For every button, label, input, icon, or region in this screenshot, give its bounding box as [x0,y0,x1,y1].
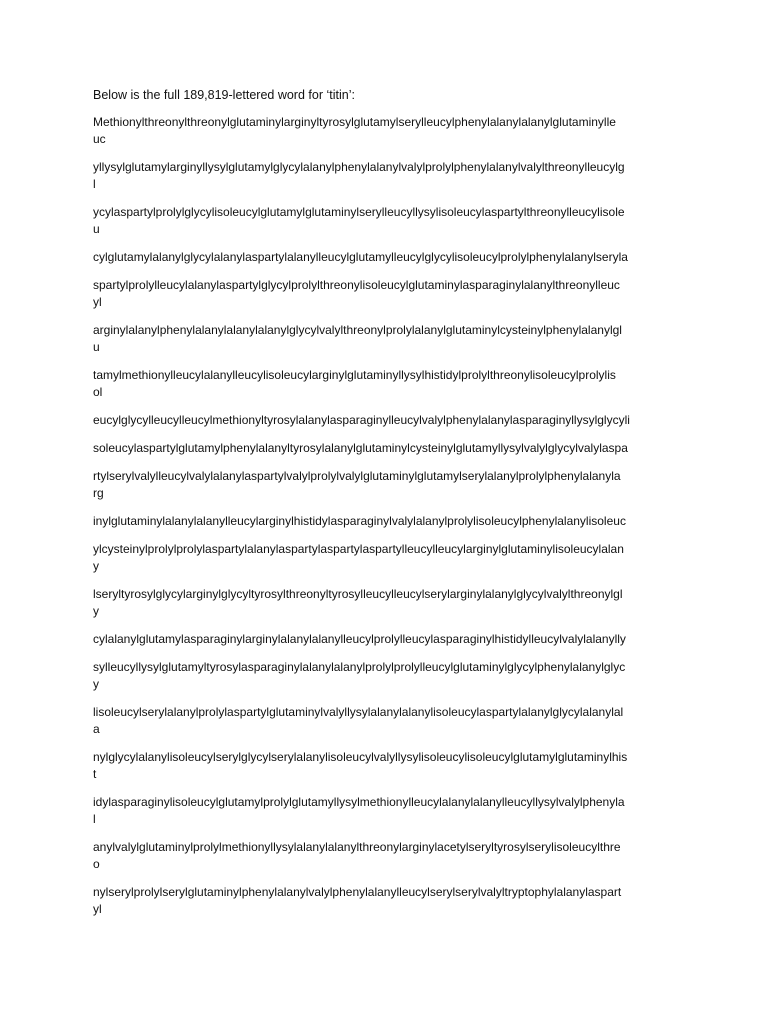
paragraph-line: cylglutamylalanylglycylalanylaspartylalanylleucylglutamylleucylglycylisoleucylprolylphenylalanylseryla [93,250,628,264]
paragraph-line: soleucylaspartylglutamylphenylalanyltyrosylalanylglutaminylcysteinylglutamyllysylvalylglycylvalylaspa [93,441,628,455]
paragraph-line-continuation: rg [93,486,104,500]
word-paragraph [93,631,675,648]
paragraph-line-continuation: a [93,722,100,736]
word-paragraph [93,277,675,311]
word-paragraph [93,159,675,193]
paragraph-line-continuation: o [93,857,100,871]
paragraph-line-continuation: y [93,677,99,691]
paragraph-line: lseryltyrosylglycylarginylglycyltyrosylthreonyltyrosylleucylleucylserylarginylalanylglycylvalylthreonylgl [93,587,623,601]
paragraph-line: nylserylprolylserylglutaminylphenylalanylvalylphenylalanylleucylserylserylvalyltryptophylalanylaspart [93,885,622,899]
paragraph-line-continuation: y [93,559,99,573]
word-paragraph [93,513,675,530]
word-paragraph [93,884,675,918]
word-paragraph [93,586,675,620]
paragraph-line: arginylalanylphenylalanylalanylalanylglycylvalylthreonylprolylalanylglutaminylcysteinylphenylalanylgl [93,323,622,337]
paragraph-line-continuation: t [93,767,97,781]
document-body [93,86,675,929]
paragraph-line: tamylmethionylleucylalanylleucylisoleucylarginylglutaminyllysylhistidylprolylthreonylisoleucylprolylis [93,368,616,382]
word-paragraph [93,204,675,238]
paragraph-line-continuation: l [93,812,96,826]
paragraph-line: lisoleucylserylalanylprolylaspartylglutaminylvalyllysylalanylalanylisoleucylaspartylalanylglycylalanylal [93,705,624,719]
paragraph-line-continuation: yl [93,902,102,916]
paragraph-line-continuation: l [93,177,96,191]
paragraph-line-continuation: yl [93,295,102,309]
word-paragraph [93,114,675,148]
word-paragraph [93,794,675,828]
paragraph-line: spartylprolylleucylalanylaspartylglycylprolylthreonylisoleucylglutaminylasparaginylalanylthreonylleuc [93,278,620,292]
word-paragraph [93,440,675,457]
paragraph-line: ycylaspartylprolylglycylisoleucylglutamylglutaminylserylleucyllysylisoleucylaspartylthreonylleucylisole [93,205,625,219]
word-paragraphs [93,114,675,918]
paragraph-line: cylalanylglutamylasparaginylarginylalanylalanylleucylprolylleucylasparaginylhistidylleucylvalylalanylly [93,632,626,646]
paragraph-line: eucylglycylleucylleucylmethionyltyrosylalanylasparaginylleucylvalylphenylalanylasparaginyllysylglycyli [93,413,630,427]
paragraph-line-continuation: uc [93,132,106,146]
word-paragraph [93,249,675,266]
paragraph-line-continuation: y [93,604,99,618]
word-paragraph [93,412,675,429]
paragraph-line-continuation: u [93,340,100,354]
paragraph-line: idylasparaginylisoleucylglutamylprolylglutamyllysylmethionylleucylalanylalanylleucyllysylvalylphenyla [93,795,625,809]
word-paragraph [93,541,675,575]
word-paragraph [93,322,675,356]
paragraph-line: ylcysteinylprolylprolylaspartylalanylaspartylaspartylaspartylleucylleucylarginylglutaminylisoleucylalan [93,542,624,556]
paragraph-line: Methionylthreonylthreonylglutaminylarginyltyrosylglutamylserylleucylphenylalanylalanylglutaminylle [93,115,616,129]
paragraph-line: sylleucyllysylglutamyltyrosylasparaginylalanylalanylprolylprolylleucylglutaminylglycylphenylalanylglyc [93,660,626,674]
paragraph-line-continuation: ol [93,385,103,399]
word-paragraph [93,367,675,401]
word-paragraph [93,468,675,502]
paragraph-line: anylvalylglutaminylprolylmethionyllysylalanylalanylthreonylarginylacetylseryltyrosylserylisoleucylthre [93,840,621,854]
paragraph-line: rtylserylvalylleucylvalylalanylaspartylvalylprolylvalylglutaminylglutamylserylalanylprolylphenylalanyla [93,469,621,483]
paragraph-line: yllysylglutamylarginyllysylglutamylglycylalanylphenylalanylvalylprolylphenylalanylvalylthreonylleucylg [93,160,625,174]
paragraph-line: nylglycylalanylisoleucylserylglycylserylalanylisoleucylvalyllysylisoleucylisoleucylglutamylglutaminylhis [93,750,628,764]
paragraph-line: inylglutaminylalanylalanylleucylarginylhistidylasparaginylvalylalanylprolylisoleucylphenylalanylisoleuc [93,514,626,528]
paragraph-line-continuation: u [93,222,100,236]
word-paragraph [93,839,675,873]
word-paragraph [93,659,675,693]
intro-text: Below is the full 189,819-lettered word for ‘titin’: [93,88,355,102]
word-paragraph [93,704,675,738]
word-paragraph [93,749,675,783]
